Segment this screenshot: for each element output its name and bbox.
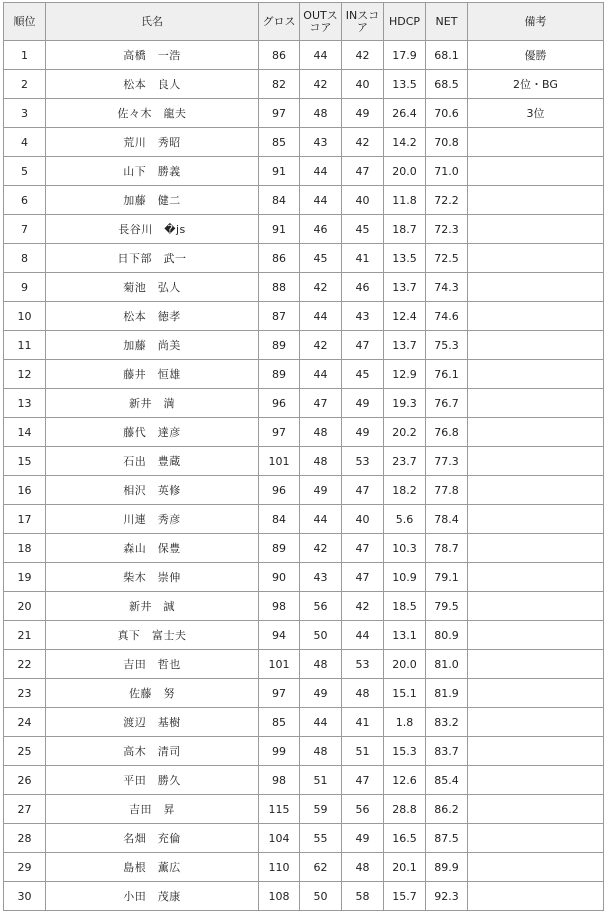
- cell-gross: 98: [259, 766, 300, 795]
- cell-gross: 98: [259, 592, 300, 621]
- cell-note: [468, 331, 604, 360]
- cell-out-score: 44: [300, 302, 342, 331]
- table-row: [4, 766, 604, 795]
- cell-hdcp: 16.5: [384, 824, 426, 853]
- cell-note: [468, 853, 604, 882]
- cell-name: 菊池 弘人: [46, 273, 259, 302]
- cell-name: 加藤 尚美: [46, 331, 259, 360]
- cell-out-score: 47: [300, 389, 342, 418]
- cell-gross: 104: [259, 824, 300, 853]
- cell-gross: 101: [259, 447, 300, 476]
- cell-out-score: 48: [300, 99, 342, 128]
- table-row: [4, 447, 604, 476]
- cell-hdcp: 20.2: [384, 418, 426, 447]
- cell-in-score: 45: [342, 360, 384, 389]
- table-row: [4, 563, 604, 592]
- cell-gross: 85: [259, 128, 300, 157]
- cell-note: [468, 215, 604, 244]
- cell-name: 柴木 崇伸: [46, 563, 259, 592]
- table-row: [4, 476, 604, 505]
- cell-rank: 10: [4, 302, 46, 331]
- cell-net: 87.5: [426, 824, 468, 853]
- cell-net: 81.0: [426, 650, 468, 679]
- cell-in-score: 42: [342, 128, 384, 157]
- cell-gross: 84: [259, 505, 300, 534]
- cell-gross: 97: [259, 99, 300, 128]
- cell-note: [468, 621, 604, 650]
- cell-hdcp: 26.4: [384, 99, 426, 128]
- cell-name: 渡辺 基樹: [46, 708, 259, 737]
- cell-net: 81.9: [426, 679, 468, 708]
- cell-net: 70.6: [426, 99, 468, 128]
- cell-in-score: 40: [342, 70, 384, 99]
- cell-hdcp: 13.5: [384, 70, 426, 99]
- cell-net: 80.9: [426, 621, 468, 650]
- cell-out-score: 44: [300, 360, 342, 389]
- cell-rank: 22: [4, 650, 46, 679]
- cell-rank: 2: [4, 70, 46, 99]
- cell-hdcp: 15.3: [384, 737, 426, 766]
- cell-hdcp: 5.6: [384, 505, 426, 534]
- cell-in-score: 47: [342, 563, 384, 592]
- cell-out-score: 44: [300, 157, 342, 186]
- cell-rank: 8: [4, 244, 46, 273]
- table-row: [4, 331, 604, 360]
- cell-note: 優勝: [468, 41, 604, 70]
- cell-out-score: 44: [300, 505, 342, 534]
- cell-name: 相沢 英修: [46, 476, 259, 505]
- table-row: [4, 621, 604, 650]
- cell-in-score: 56: [342, 795, 384, 824]
- table-row: [4, 186, 604, 215]
- cell-out-score: 48: [300, 418, 342, 447]
- cell-in-score: 47: [342, 476, 384, 505]
- table-row: [4, 244, 604, 273]
- cell-name: 高木 清司: [46, 737, 259, 766]
- cell-hdcp: 18.5: [384, 592, 426, 621]
- cell-out-score: 42: [300, 70, 342, 99]
- cell-out-score: 45: [300, 244, 342, 273]
- table-row: [4, 70, 604, 99]
- cell-hdcp: 11.8: [384, 186, 426, 215]
- cell-note: [468, 534, 604, 563]
- cell-out-score: 59: [300, 795, 342, 824]
- cell-gross: 86: [259, 244, 300, 273]
- table-row: [4, 534, 604, 563]
- cell-name: 加藤 健二: [46, 186, 259, 215]
- cell-net: 83.2: [426, 708, 468, 737]
- cell-out-score: 48: [300, 650, 342, 679]
- cell-rank: 5: [4, 157, 46, 186]
- cell-out-score: 50: [300, 882, 342, 911]
- cell-rank: 23: [4, 679, 46, 708]
- cell-in-score: 48: [342, 679, 384, 708]
- cell-in-score: 49: [342, 389, 384, 418]
- cell-net: 76.7: [426, 389, 468, 418]
- cell-name: 藤井 恒雄: [46, 360, 259, 389]
- cell-gross: 101: [259, 650, 300, 679]
- cell-gross: 85: [259, 708, 300, 737]
- cell-note: [468, 737, 604, 766]
- cell-hdcp: 15.1: [384, 679, 426, 708]
- table-row: [4, 418, 604, 447]
- cell-net: 89.9: [426, 853, 468, 882]
- cell-net: 78.4: [426, 505, 468, 534]
- cell-out-score: 44: [300, 708, 342, 737]
- cell-hdcp: 13.5: [384, 244, 426, 273]
- cell-rank: 3: [4, 99, 46, 128]
- cell-in-score: 47: [342, 534, 384, 563]
- cell-rank: 6: [4, 186, 46, 215]
- cell-rank: 26: [4, 766, 46, 795]
- cell-net: 92.3: [426, 882, 468, 911]
- cell-gross: 91: [259, 157, 300, 186]
- cell-name: 佐藤 努: [46, 679, 259, 708]
- cell-net: 75.3: [426, 331, 468, 360]
- cell-out-score: 51: [300, 766, 342, 795]
- cell-note: [468, 766, 604, 795]
- cell-gross: 99: [259, 737, 300, 766]
- cell-in-score: 47: [342, 331, 384, 360]
- cell-in-score: 42: [342, 592, 384, 621]
- cell-out-score: 48: [300, 447, 342, 476]
- header-gross: グロス: [259, 3, 300, 41]
- cell-rank: 4: [4, 128, 46, 157]
- cell-hdcp: 18.7: [384, 215, 426, 244]
- cell-name: 高橋 一浩: [46, 41, 259, 70]
- cell-out-score: 49: [300, 679, 342, 708]
- cell-rank: 7: [4, 215, 46, 244]
- cell-name: 山下 勝義: [46, 157, 259, 186]
- cell-in-score: 47: [342, 157, 384, 186]
- cell-in-score: 49: [342, 824, 384, 853]
- cell-gross: 96: [259, 476, 300, 505]
- cell-net: 77.3: [426, 447, 468, 476]
- cell-gross: 90: [259, 563, 300, 592]
- cell-rank: 28: [4, 824, 46, 853]
- header-in-score: INスコア: [342, 3, 384, 41]
- header-out-score: OUTスコア: [300, 3, 342, 41]
- cell-hdcp: 10.9: [384, 563, 426, 592]
- cell-rank: 16: [4, 476, 46, 505]
- cell-rank: 20: [4, 592, 46, 621]
- cell-out-score: 46: [300, 215, 342, 244]
- cell-net: 70.8: [426, 128, 468, 157]
- cell-hdcp: 12.4: [384, 302, 426, 331]
- table-row: [4, 41, 604, 70]
- cell-in-score: 40: [342, 186, 384, 215]
- cell-out-score: 44: [300, 41, 342, 70]
- cell-note: [468, 505, 604, 534]
- cell-note: [468, 128, 604, 157]
- cell-name: 森山 保豊: [46, 534, 259, 563]
- cell-in-score: 53: [342, 447, 384, 476]
- cell-hdcp: 20.0: [384, 157, 426, 186]
- cell-rank: 21: [4, 621, 46, 650]
- cell-rank: 30: [4, 882, 46, 911]
- table-row: [4, 389, 604, 418]
- cell-note: [468, 882, 604, 911]
- header-name: 氏名: [46, 3, 259, 41]
- table-row: [4, 592, 604, 621]
- cell-in-score: 49: [342, 99, 384, 128]
- cell-in-score: 45: [342, 215, 384, 244]
- header-rank: 順位: [4, 3, 46, 41]
- cell-rank: 29: [4, 853, 46, 882]
- cell-gross: 89: [259, 534, 300, 563]
- cell-net: 78.7: [426, 534, 468, 563]
- cell-hdcp: 13.7: [384, 331, 426, 360]
- cell-hdcp: 23.7: [384, 447, 426, 476]
- cell-gross: 89: [259, 331, 300, 360]
- table-row: [4, 650, 604, 679]
- cell-gross: 108: [259, 882, 300, 911]
- cell-in-score: 49: [342, 418, 384, 447]
- cell-gross: 84: [259, 186, 300, 215]
- cell-out-score: 43: [300, 128, 342, 157]
- cell-name: 藤代 達彦: [46, 418, 259, 447]
- cell-note: [468, 476, 604, 505]
- header-row: [4, 3, 604, 41]
- cell-note: [468, 157, 604, 186]
- cell-note: [468, 244, 604, 273]
- cell-rank: 15: [4, 447, 46, 476]
- cell-rank: 24: [4, 708, 46, 737]
- cell-gross: 97: [259, 418, 300, 447]
- cell-net: 71.0: [426, 157, 468, 186]
- cell-name: 荒川 秀昭: [46, 128, 259, 157]
- cell-out-score: 56: [300, 592, 342, 621]
- cell-hdcp: 13.1: [384, 621, 426, 650]
- cell-gross: 87: [259, 302, 300, 331]
- table-row: [4, 679, 604, 708]
- cell-gross: 96: [259, 389, 300, 418]
- cell-hdcp: 15.7: [384, 882, 426, 911]
- cell-net: 85.4: [426, 766, 468, 795]
- table-row: [4, 360, 604, 389]
- cell-out-score: 50: [300, 621, 342, 650]
- cell-name: 日下部 武一: [46, 244, 259, 273]
- table-row: [4, 737, 604, 766]
- cell-net: 86.2: [426, 795, 468, 824]
- cell-name: 松本 良人: [46, 70, 259, 99]
- cell-name: 真下 富士夫: [46, 621, 259, 650]
- cell-gross: 91: [259, 215, 300, 244]
- cell-out-score: 43: [300, 563, 342, 592]
- cell-name: 佐々木 龍夫: [46, 99, 259, 128]
- cell-note: [468, 418, 604, 447]
- cell-note: [468, 650, 604, 679]
- cell-hdcp: 1.8: [384, 708, 426, 737]
- table-row: [4, 157, 604, 186]
- cell-out-score: 42: [300, 273, 342, 302]
- cell-net: 72.5: [426, 244, 468, 273]
- cell-in-score: 51: [342, 737, 384, 766]
- cell-note: [468, 795, 604, 824]
- cell-hdcp: 14.2: [384, 128, 426, 157]
- cell-net: 74.6: [426, 302, 468, 331]
- cell-rank: 27: [4, 795, 46, 824]
- cell-hdcp: 18.2: [384, 476, 426, 505]
- cell-rank: 11: [4, 331, 46, 360]
- header-net: NET: [426, 3, 468, 41]
- cell-in-score: 48: [342, 853, 384, 882]
- cell-in-score: 46: [342, 273, 384, 302]
- cell-gross: 88: [259, 273, 300, 302]
- cell-hdcp: 12.6: [384, 766, 426, 795]
- cell-note: [468, 679, 604, 708]
- cell-gross: 97: [259, 679, 300, 708]
- cell-name: 新井 誠: [46, 592, 259, 621]
- table-row: [4, 795, 604, 824]
- cell-net: 72.2: [426, 186, 468, 215]
- cell-gross: 89: [259, 360, 300, 389]
- cell-gross: 82: [259, 70, 300, 99]
- cell-hdcp: 17.9: [384, 41, 426, 70]
- cell-net: 72.3: [426, 215, 468, 244]
- table-row: [4, 99, 604, 128]
- cell-net: 83.7: [426, 737, 468, 766]
- cell-rank: 9: [4, 273, 46, 302]
- cell-hdcp: 13.7: [384, 273, 426, 302]
- cell-gross: 115: [259, 795, 300, 824]
- cell-name: 松本 徳孝: [46, 302, 259, 331]
- table-row: [4, 882, 604, 911]
- cell-in-score: 53: [342, 650, 384, 679]
- cell-in-score: 40: [342, 505, 384, 534]
- cell-name: 新井 満: [46, 389, 259, 418]
- cell-in-score: 41: [342, 244, 384, 273]
- cell-note: [468, 592, 604, 621]
- cell-net: 68.1: [426, 41, 468, 70]
- cell-hdcp: 10.3: [384, 534, 426, 563]
- cell-name: 平田 勝久: [46, 766, 259, 795]
- cell-rank: 13: [4, 389, 46, 418]
- header-hdcp: HDCP: [384, 3, 426, 41]
- cell-name: 小田 茂康: [46, 882, 259, 911]
- cell-rank: 19: [4, 563, 46, 592]
- cell-in-score: 41: [342, 708, 384, 737]
- cell-rank: 1: [4, 41, 46, 70]
- table-row: [4, 824, 604, 853]
- cell-out-score: 44: [300, 186, 342, 215]
- cell-rank: 17: [4, 505, 46, 534]
- cell-name: 名畑 充倫: [46, 824, 259, 853]
- cell-out-score: 42: [300, 331, 342, 360]
- cell-net: 79.1: [426, 563, 468, 592]
- cell-in-score: 44: [342, 621, 384, 650]
- cell-note: [468, 360, 604, 389]
- cell-rank: 12: [4, 360, 46, 389]
- cell-net: 76.8: [426, 418, 468, 447]
- cell-rank: 14: [4, 418, 46, 447]
- cell-net: 76.1: [426, 360, 468, 389]
- cell-hdcp: 12.9: [384, 360, 426, 389]
- cell-in-score: 47: [342, 766, 384, 795]
- cell-rank: 18: [4, 534, 46, 563]
- cell-gross: 110: [259, 853, 300, 882]
- cell-note: 2位・BG: [468, 70, 604, 99]
- cell-net: 68.5: [426, 70, 468, 99]
- cell-out-score: 49: [300, 476, 342, 505]
- table-row: [4, 505, 604, 534]
- cell-note: [468, 302, 604, 331]
- cell-in-score: 58: [342, 882, 384, 911]
- cell-note: 3位: [468, 99, 604, 128]
- cell-gross: 86: [259, 41, 300, 70]
- cell-net: 74.3: [426, 273, 468, 302]
- cell-name: 石出 豊蔵: [46, 447, 259, 476]
- cell-name: 吉田 昇: [46, 795, 259, 824]
- cell-note: [468, 708, 604, 737]
- cell-in-score: 43: [342, 302, 384, 331]
- cell-note: [468, 186, 604, 215]
- cell-name: 長谷川 �js: [46, 215, 259, 244]
- table-row: [4, 215, 604, 244]
- cell-out-score: 62: [300, 853, 342, 882]
- table-row: [4, 302, 604, 331]
- cell-in-score: 42: [342, 41, 384, 70]
- cell-name: 吉田 哲也: [46, 650, 259, 679]
- cell-out-score: 42: [300, 534, 342, 563]
- cell-note: [468, 447, 604, 476]
- cell-hdcp: 19.3: [384, 389, 426, 418]
- cell-out-score: 55: [300, 824, 342, 853]
- table-row: [4, 128, 604, 157]
- cell-name: 川連 秀彦: [46, 505, 259, 534]
- cell-out-score: 48: [300, 737, 342, 766]
- table-row: [4, 708, 604, 737]
- cell-note: [468, 273, 604, 302]
- cell-net: 79.5: [426, 592, 468, 621]
- cell-note: [468, 563, 604, 592]
- table-row: [4, 853, 604, 882]
- cell-note: [468, 824, 604, 853]
- cell-net: 77.8: [426, 476, 468, 505]
- cell-rank: 25: [4, 737, 46, 766]
- cell-note: [468, 389, 604, 418]
- header-note: 備考: [468, 3, 604, 41]
- cell-hdcp: 20.1: [384, 853, 426, 882]
- cell-gross: 94: [259, 621, 300, 650]
- cell-hdcp: 28.8: [384, 795, 426, 824]
- results-table: [3, 2, 604, 911]
- table-row: [4, 273, 604, 302]
- cell-hdcp: 20.0: [384, 650, 426, 679]
- cell-name: 島根 薫広: [46, 853, 259, 882]
